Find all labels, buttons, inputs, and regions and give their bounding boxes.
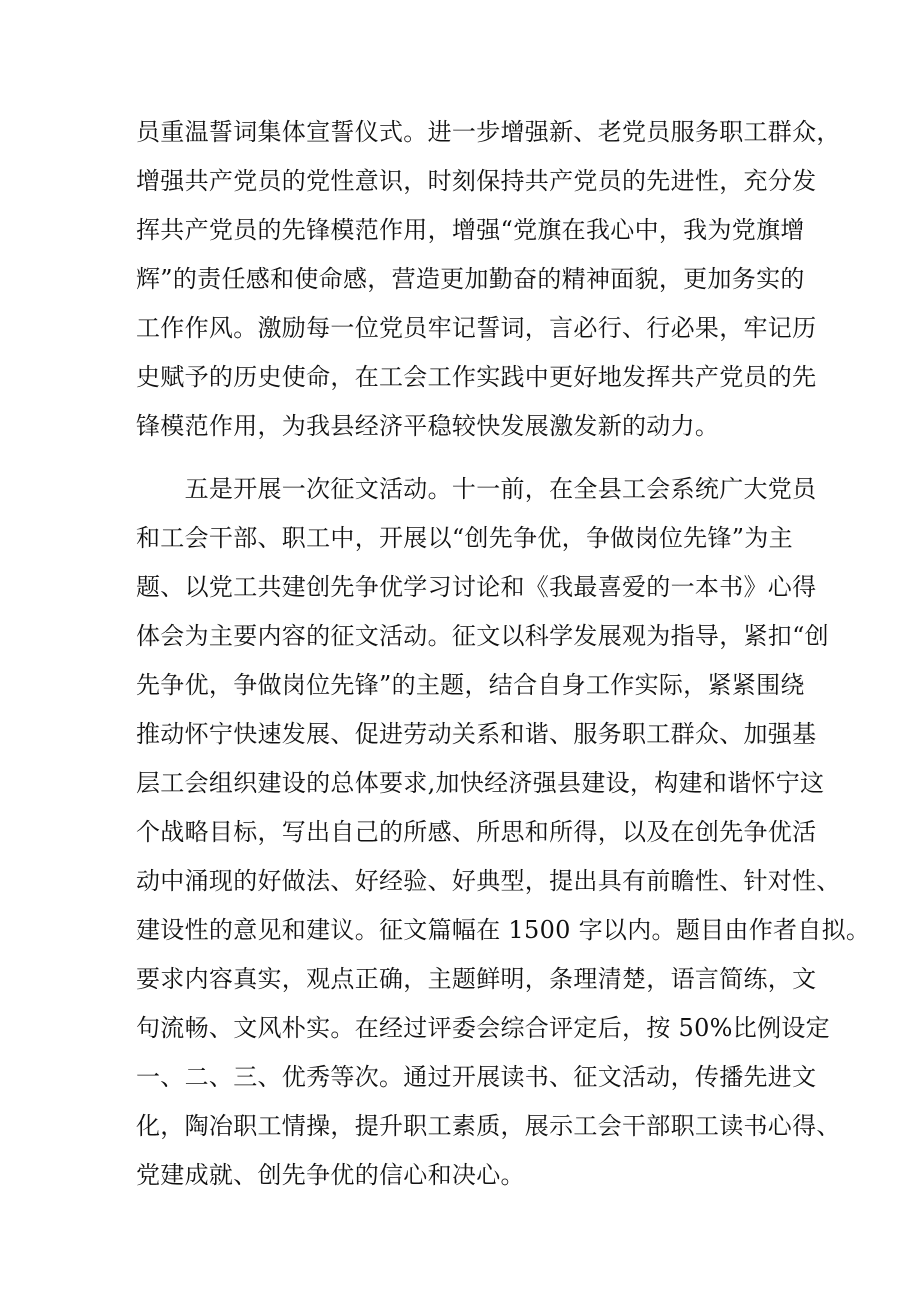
text-line: 锋模范作用，为我县经济平稳较快发展激发新的动力。 [136,412,720,440]
text-line: 先争优，争做岗位先锋”的主题，结合自身工作实际，紧紧围绕 [136,671,805,699]
text-line: 推动怀宁快速发展、促进劳动关系和谐、服务职工群众、加强基 [136,720,817,748]
text-line: 建设性的意见和建议。征文篇幅在 1500 字以内。题目由作者自拟。 [136,916,871,944]
text-line: 党建成就、创先争优的信心和决心。 [136,1161,525,1189]
text-line: 题、以党工共建创先争优学习讨论和《我最喜爱的一本书》心得 [136,573,817,601]
text-line: 五是开展一次征文活动。十一前，在全县工会系统广大党员 [136,475,817,503]
text-line: 工作作风。激励每一位党员牢记誓词，言必行、行必果，牢记历 [136,314,817,342]
text-line: 挥共产党员的先锋模范作用，增强“党旗在我心中，我为党旗增 [136,216,805,244]
text-line: 和工会干部、职工中，开展以“创先争优，争做岗位先锋”为主 [136,524,793,552]
text-line: 层工会组织建设的总体要求,加快经济强县建设，构建和谐怀宁这 [136,769,825,797]
text-line: 动中涌现的好做法、好经验、好典型，提出具有前瞻性、针对性、 [136,867,841,895]
text-line: 化，陶冶职工情操，提升职工素质，展示工会干部职工读书心得、 [136,1112,841,1140]
paragraph-1 [136,108,841,451]
text-line: 个战略目标，写出自己的所感、所思和所得，以及在创先争优活 [136,818,817,846]
text-line: 史赋予的历史使命，在工会工作实践中更好地发挥共产党员的先 [136,363,817,391]
document-body [136,108,871,1200]
text-line: 员重温誓词集体宣誓仪式。进一步增强新、老党员服务职工群众， [136,118,841,146]
paragraph-2 [136,465,871,1200]
text-line: 辉”的责任感和使命感，营造更加勤奋的精神面貌，更加务实的 [136,265,805,293]
text-line: 句流畅、文风朴实。在经过评委会综合评定后，按 50%比例设定 [136,1014,830,1042]
paragraph-spacer [136,451,816,465]
text-line: 一、二、三、优秀等次。通过开展读书、征文活动，传播先进文 [136,1063,817,1091]
text-line: 增强共产党员的党性意识，时刻保持共产党员的先进性，充分发 [136,167,817,195]
text-line: 要求内容真实，观点正确，主题鲜明，条理清楚，语言简练，文 [136,965,817,993]
text-line: 体会为主要内容的征文活动。征文以科学发展观为指导，紧扣“创 [136,622,829,650]
